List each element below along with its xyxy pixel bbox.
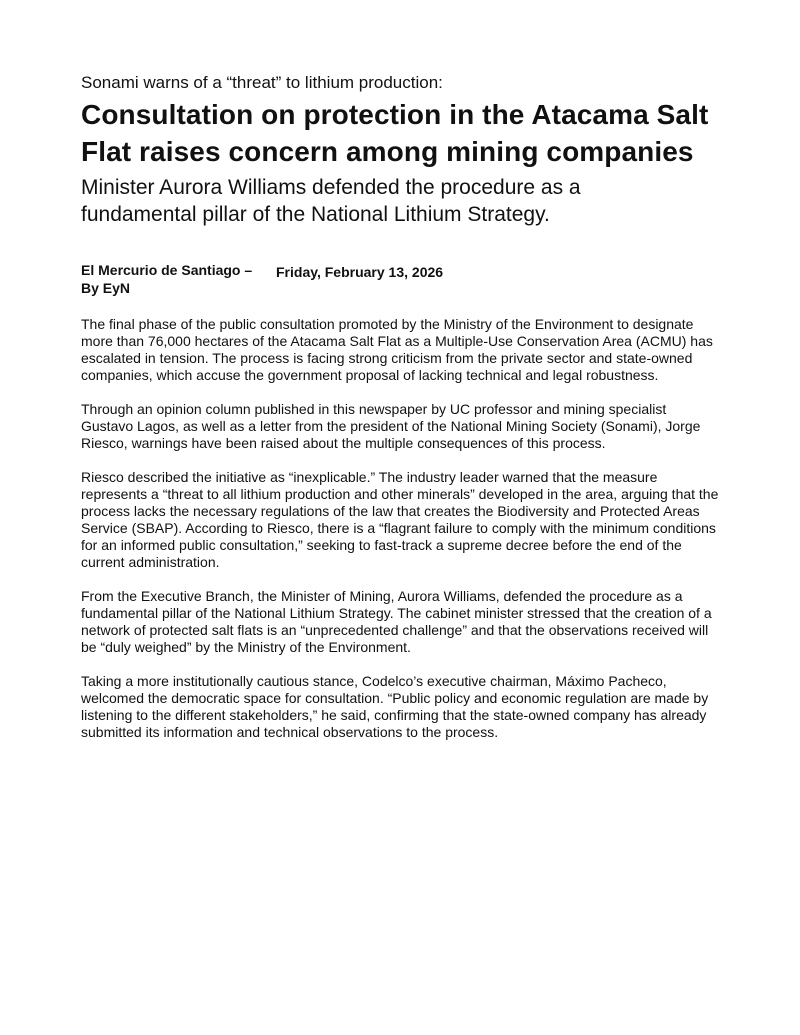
article-kicker: Sonami warns of a “threat” to lithium production:: [81, 73, 443, 92]
article-subheadline: Minister Aurora Williams defended the procedure as a fundamental pillar of the National Lithium Strategy.: [81, 176, 581, 226]
article-headline: Consultation on protection in the Atacama Salt Flat raises concern among mining companies: [81, 99, 709, 167]
body-paragraph: From the Executive Branch, the Minister of Mining, Aurora Williams, defended the procedure as a fundamental pillar of the National Lithium Strategy. The cabinet minister stressed that the creation of a network of protected salt flats is an “unprecedented challenge” and that the observations received will be “duly weighed” by the Ministry of the Environment.: [81, 588, 712, 655]
body-paragraph: Through an opinion column published in this newspaper by UC professor and mining specialist Gustavo Lagos, as well as a letter from the president of the National Mining Society (Sonami), Jorge Riesco, warnings have been raised about the multiple consequences of this process.: [81, 401, 701, 451]
article: [81, 72, 741, 758]
byline: [81, 261, 741, 299]
body-paragraph: Taking a more institutionally cautious stance, Codelco’s executive chairman, Máximo Pacheco, welcomed the democratic space for consultation. “Public policy and economic regulation are made by listening to the different stakeholders,” he said, confirming that the state-owned company has already submitted its information and technical observations to the process.: [81, 673, 709, 740]
publication-date: Friday, February 13, 2026: [276, 264, 444, 280]
article-body: [81, 316, 721, 741]
publication-source: El Mercurio de Santiago –: [81, 262, 253, 278]
article-author: By EyN: [81, 280, 131, 296]
body-paragraph: Riesco described the initiative as “inexplicable.” The industry leader warned that the measure represents a “threat to all lithium production and other minerals” developed in the area, arguing that the process lacks the necessary regulations of the law that creates the Biodiversity and Protected Areas Service (SBAP). According to Riesco, there is a “flagrant failure to comply with the minimum conditions for an informed public consultation,” seeking to fast-track a supreme decree before the end of the current administration.: [81, 469, 719, 570]
body-paragraph: The final phase of the public consultation promoted by the Ministry of the Environment to designate more than 76,000 hectares of the Atacama Salt Flat as a Multiple-Use Conservation Area (ACMU) has escalated in tension. The process is facing strong criticism from the private sector and state-owned companies, which accuse the government proposal of lacking technical and legal robustness.: [81, 316, 713, 383]
